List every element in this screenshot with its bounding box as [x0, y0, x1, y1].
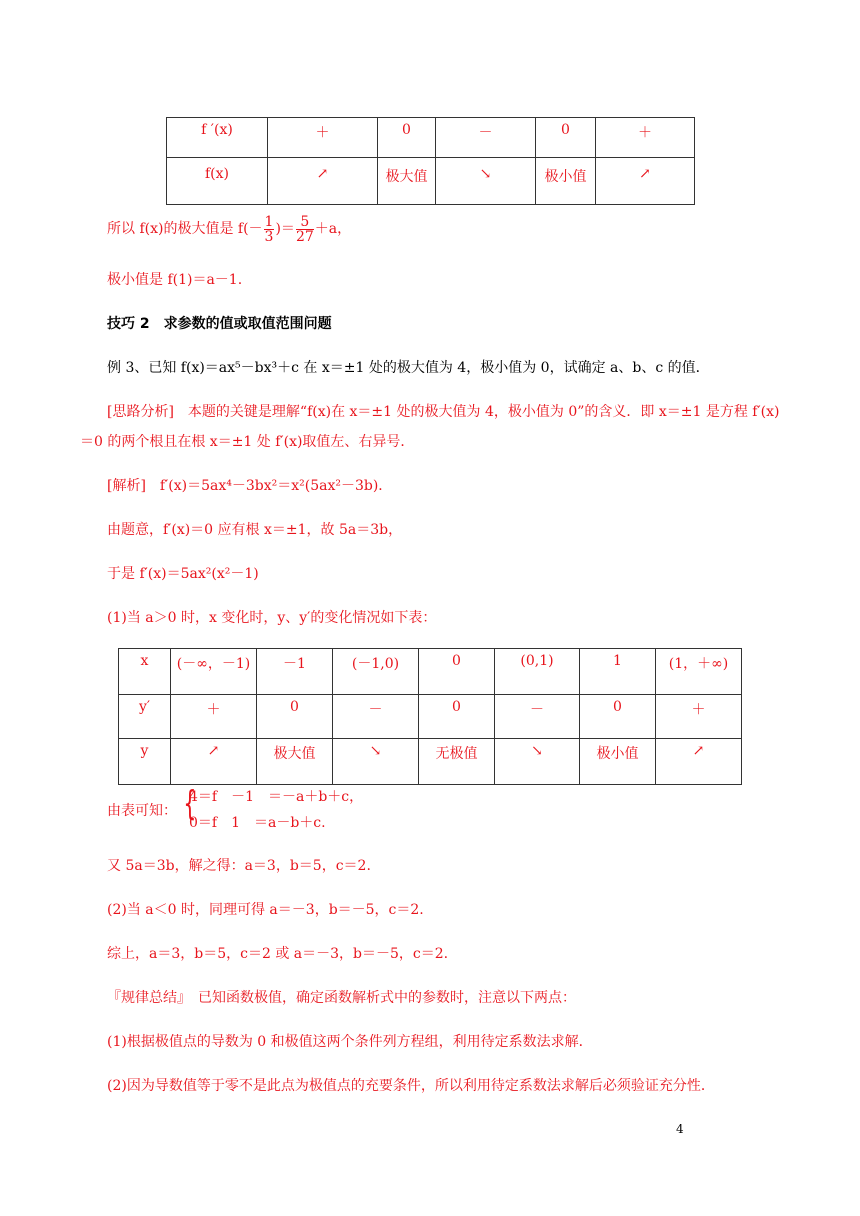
solution-step-3: (1)当 a＞0 时，x 变化时，y、y′的变化情况如下表：: [107, 610, 437, 626]
table-cell: 0: [419, 695, 495, 739]
table-cell: x: [119, 649, 171, 695]
solution-step-6: 综上，a＝3，b＝5，c＝2 或 a＝－3，b＝－5，c＝2.: [107, 946, 449, 962]
max-value-suffix: ＋a，: [314, 221, 352, 237]
left-brace: {: [183, 784, 197, 824]
fraction-one-third: [264, 215, 275, 244]
table-cell: (1，＋∞): [656, 649, 742, 695]
system-equation-1: 4＝f －1 ＝－a＋b＋c，: [189, 789, 364, 805]
table-cell: 0: [536, 118, 596, 158]
table-cell: ↘: [333, 739, 419, 785]
table-cell: －: [495, 695, 580, 739]
summary-point-1: (1)根据极值点的导数为 0 和极值这两个条件列方程组，利用待定系数法求解．: [107, 1034, 593, 1050]
page-number: 4: [676, 1122, 684, 1136]
table-row: [167, 158, 695, 205]
table-cell: y′: [119, 695, 171, 739]
analysis-line-2: ＝0 的两个根且在根 x＝±1 处 f′(x)取值左、右异号．: [80, 434, 415, 450]
table-cell: 极大值: [378, 158, 436, 205]
max-value-mid: )＝: [275, 221, 295, 237]
table-cell: 0: [378, 118, 436, 158]
table-cell: ＋: [268, 118, 378, 158]
system-label: 由表可知：: [107, 803, 177, 819]
table-cell: (－1,0): [333, 649, 419, 695]
system-equation-2: 0＝f 1 ＝a－b＋c.: [189, 815, 326, 831]
summary-point-2: (2)因为导数值等于零不是此点为极值点的充要条件，所以利用待定系数法求解后必须验证充分性．: [107, 1078, 715, 1094]
rule-summary: 『规律总结』 已知函数极值，确定函数解析式中的参数时，注意以下两点：: [107, 990, 576, 1006]
table-row: [119, 649, 742, 695]
fraction-numerator: 5: [296, 215, 314, 230]
table-cell: ↗: [656, 739, 742, 785]
section-heading: 技巧 2 求参数的值或取值范围问题: [107, 316, 332, 332]
table-cell: ＋: [656, 695, 742, 739]
table-row: [167, 118, 695, 158]
table-cell: 极小值: [536, 158, 596, 205]
fraction-five-27ths: [296, 215, 314, 244]
table-cell: 0: [257, 695, 333, 739]
table-row: [119, 739, 742, 785]
table-cell: (－∞，－1): [171, 649, 257, 695]
solution-step-4: 又 5a＝3b，解之得：a＝3，b＝5，c＝2.: [107, 858, 371, 874]
table-cell: f ′(x): [167, 118, 268, 158]
table-cell: 1: [580, 649, 656, 695]
table-cell: －: [333, 695, 419, 739]
analysis-line-1: [思路分析] 本题的关键是理解“f(x)在 x＝±1 处的极大值为 4，极小值为 0”的含义．即 x＝±1 是方程 f′(x): [107, 404, 780, 420]
table-cell: －1: [257, 649, 333, 695]
table-cell: ＋: [171, 695, 257, 739]
solution-step-1: 由题意，f′(x)＝0 应有根 x＝±1，故 5a＝3b，: [107, 522, 403, 538]
fraction-denominator: 27: [295, 228, 314, 245]
table-row: [119, 695, 742, 739]
table-cell: ↗: [596, 158, 695, 205]
max-value-prefix: 所以 f(x)的极大值是 f(－: [107, 221, 263, 237]
table-cell: ＋: [596, 118, 695, 158]
table-cell: －: [436, 118, 536, 158]
min-value-line: 极小值是 f(1)＝a－1.: [107, 272, 243, 288]
table-cell: 极大值: [257, 739, 333, 785]
solution-line: [解析] f′(x)＝5ax⁴－3bx²＝x²(5ax²－3b)．: [107, 478, 393, 494]
table-cell: y: [119, 739, 171, 785]
table-cell: 无极值: [419, 739, 495, 785]
table-cell: 极小值: [580, 739, 656, 785]
table-cell: 0: [580, 695, 656, 739]
table-cell: f(x): [167, 158, 268, 205]
table-cell: ↘: [495, 739, 580, 785]
sign-table-1: [166, 117, 695, 205]
fraction-numerator: 1: [264, 213, 274, 230]
table-cell: (0,1): [495, 649, 580, 695]
example-3-statement: 例 3、已知 f(x)＝ax⁵－bx³＋c 在 x＝±1 处的极大值为 4，极小值为 0，试确定 a、b、c 的值．: [107, 360, 710, 376]
table-cell: ↗: [268, 158, 378, 205]
solution-step-5: (2)当 a＜0 时，同理可得 a＝－3，b＝－5，c＝2.: [107, 902, 424, 918]
solution-step-2: 于是 f′(x)＝5ax²(x²－1): [107, 566, 259, 582]
table-cell: ↘: [436, 158, 536, 205]
fraction-denominator: 3: [264, 228, 274, 245]
sign-table-2: [118, 648, 742, 785]
max-value-line: [107, 214, 351, 244]
table-cell: 0: [419, 649, 495, 695]
table-cell: ↗: [171, 739, 257, 785]
